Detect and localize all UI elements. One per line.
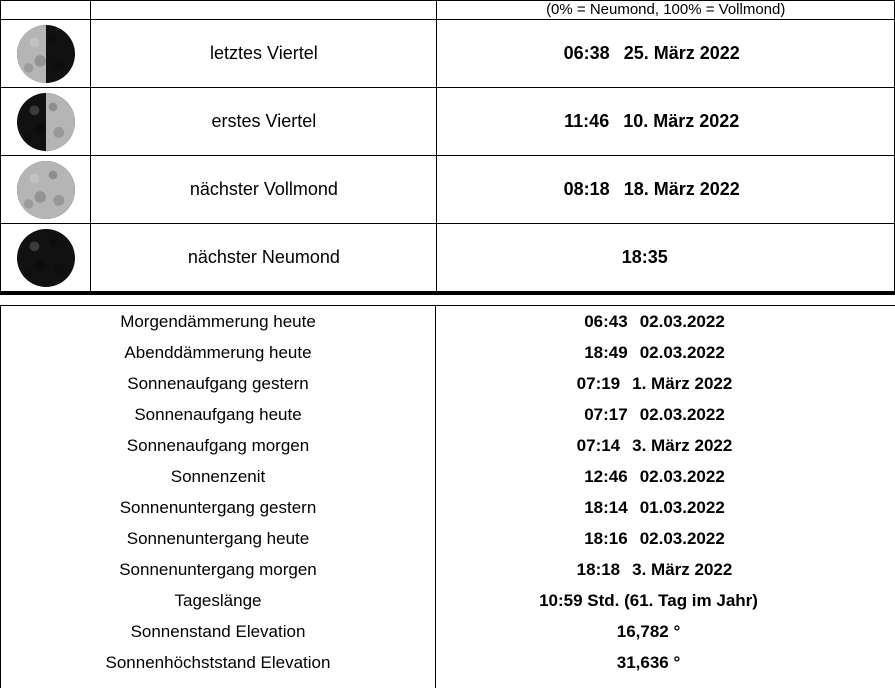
sun-row-label: Sonnenuntergang heute: [1, 523, 436, 554]
sun-row-value-partial: [436, 678, 895, 688]
moon-phase-value: [437, 20, 895, 88]
sun-row-date: 3. März 2022: [632, 560, 732, 579]
sun-times-table: [0, 306, 895, 688]
sun-row-value: [436, 554, 895, 585]
sun-row-value: [436, 368, 895, 399]
sun-row-time: 18:18: [577, 560, 620, 579]
moon-phase-time: 06:38: [564, 43, 610, 63]
sun-row-value: [436, 337, 895, 368]
sun-row-date: 01.03.2022: [640, 498, 725, 517]
sun-row-time: 07:14: [577, 436, 620, 455]
moon-phase-label: nächster Neumond: [91, 224, 437, 292]
moon-phase-label: nächster Vollmond: [91, 156, 437, 224]
sun-row-time: 07:19: [577, 374, 620, 393]
table-row: [1, 88, 895, 156]
sun-row-label: Morgendämmerung heute: [1, 306, 436, 337]
sun-row-label: Sonnenstand Elevation: [1, 616, 436, 647]
sun-row-label: Sonnenaufgang gestern: [1, 368, 436, 399]
sun-row-time: 18:16: [584, 529, 627, 548]
table-row: [1, 368, 895, 399]
moon-phase-date: 25. März 2022: [624, 43, 740, 63]
sun-row-value: [436, 647, 895, 678]
sun-row-label: Sonnenaufgang morgen: [1, 430, 436, 461]
moon-phase-value: [437, 224, 895, 292]
moon-icon-cell: [1, 20, 91, 88]
table-row: [1, 616, 895, 647]
moon-icon-cell-clipped: [1, 1, 91, 20]
moon-phase-date: 18. März 2022: [624, 179, 740, 199]
sun-row-time: 12:46: [584, 467, 627, 486]
table-row: [1, 430, 895, 461]
sun-row-date: 3. März 2022: [632, 436, 732, 455]
moon-full-icon: [17, 161, 75, 219]
sun-row-time: 18:14: [584, 498, 627, 517]
moon-icon-cell: [1, 88, 91, 156]
moon-label-clipped: [91, 1, 437, 20]
illumination-legend: (0% = Neumond, 100% = Vollmond): [437, 1, 895, 20]
moon-phase-table: [0, 0, 895, 292]
moon-phase-value: [437, 156, 895, 224]
sun-row-date: 02.03.2022: [640, 343, 725, 362]
sun-row-value: [436, 523, 895, 554]
moon-phase-time: 18:35: [622, 247, 668, 267]
sun-row-value: [436, 585, 895, 616]
section-divider: [0, 292, 895, 306]
sun-row-date: 1. März 2022: [632, 374, 732, 393]
table-row: [1, 647, 895, 678]
table-row: [1, 20, 895, 88]
moon-icon-cell: [1, 224, 91, 292]
sun-row-date: 02.03.2022: [640, 312, 725, 331]
sun-row-time: 07:17: [584, 405, 627, 424]
moon-last-quarter-icon: [17, 25, 75, 83]
sun-row-label: Sonnenhöchststand Elevation: [1, 647, 436, 678]
table-row: [1, 554, 895, 585]
sun-row-time: 18:49: [584, 343, 627, 362]
sun-row-label: Sonnenuntergang morgen: [1, 554, 436, 585]
sun-row-time: 10:59 Std. (61. Tag im Jahr): [539, 591, 758, 610]
table-row: [1, 492, 895, 523]
sun-row-label-partial: [1, 678, 436, 688]
moon-phase-label: erstes Viertel: [91, 88, 437, 156]
moon-phase-value: [437, 88, 895, 156]
sun-row-value: [436, 306, 895, 337]
table-row-partial: [1, 678, 895, 688]
sun-row-date: 02.03.2022: [640, 467, 725, 486]
sun-row-label: Tageslänge: [1, 585, 436, 616]
sun-row-value: [436, 492, 895, 523]
table-row: [1, 523, 895, 554]
sun-row-label: Sonnenzenit: [1, 461, 436, 492]
sun-row-date: 02.03.2022: [640, 529, 725, 548]
sun-row-label: Sonnenuntergang gestern: [1, 492, 436, 523]
sun-row-value: [436, 430, 895, 461]
table-row: [1, 224, 895, 292]
sun-row-time: 06:43: [584, 312, 627, 331]
moon-phase-label: letztes Viertel: [91, 20, 437, 88]
moon-phase-time: 11:46: [564, 111, 609, 131]
moon-phase-time: 08:18: [564, 179, 610, 199]
table-row: [1, 585, 895, 616]
table-row: [1, 461, 895, 492]
sun-row-label: Sonnenaufgang heute: [1, 399, 436, 430]
sun-row-time: 16,782 °: [617, 622, 681, 641]
sun-row-date: 02.03.2022: [640, 405, 725, 424]
table-row-clipped: [1, 1, 895, 20]
sun-row-value: [436, 616, 895, 647]
moon-first-quarter-icon: [17, 93, 75, 151]
sun-row-value: [436, 399, 895, 430]
sun-row-value: [436, 461, 895, 492]
table-row: [1, 399, 895, 430]
moon-icon-cell: [1, 156, 91, 224]
sun-row-label: Abenddämmerung heute: [1, 337, 436, 368]
moon-new-icon: [17, 229, 75, 287]
table-row: [1, 156, 895, 224]
table-row: [1, 337, 895, 368]
moon-phase-date: 10. März 2022: [623, 111, 739, 131]
table-row: [1, 306, 895, 337]
sun-row-time: 31,636 °: [617, 653, 681, 672]
